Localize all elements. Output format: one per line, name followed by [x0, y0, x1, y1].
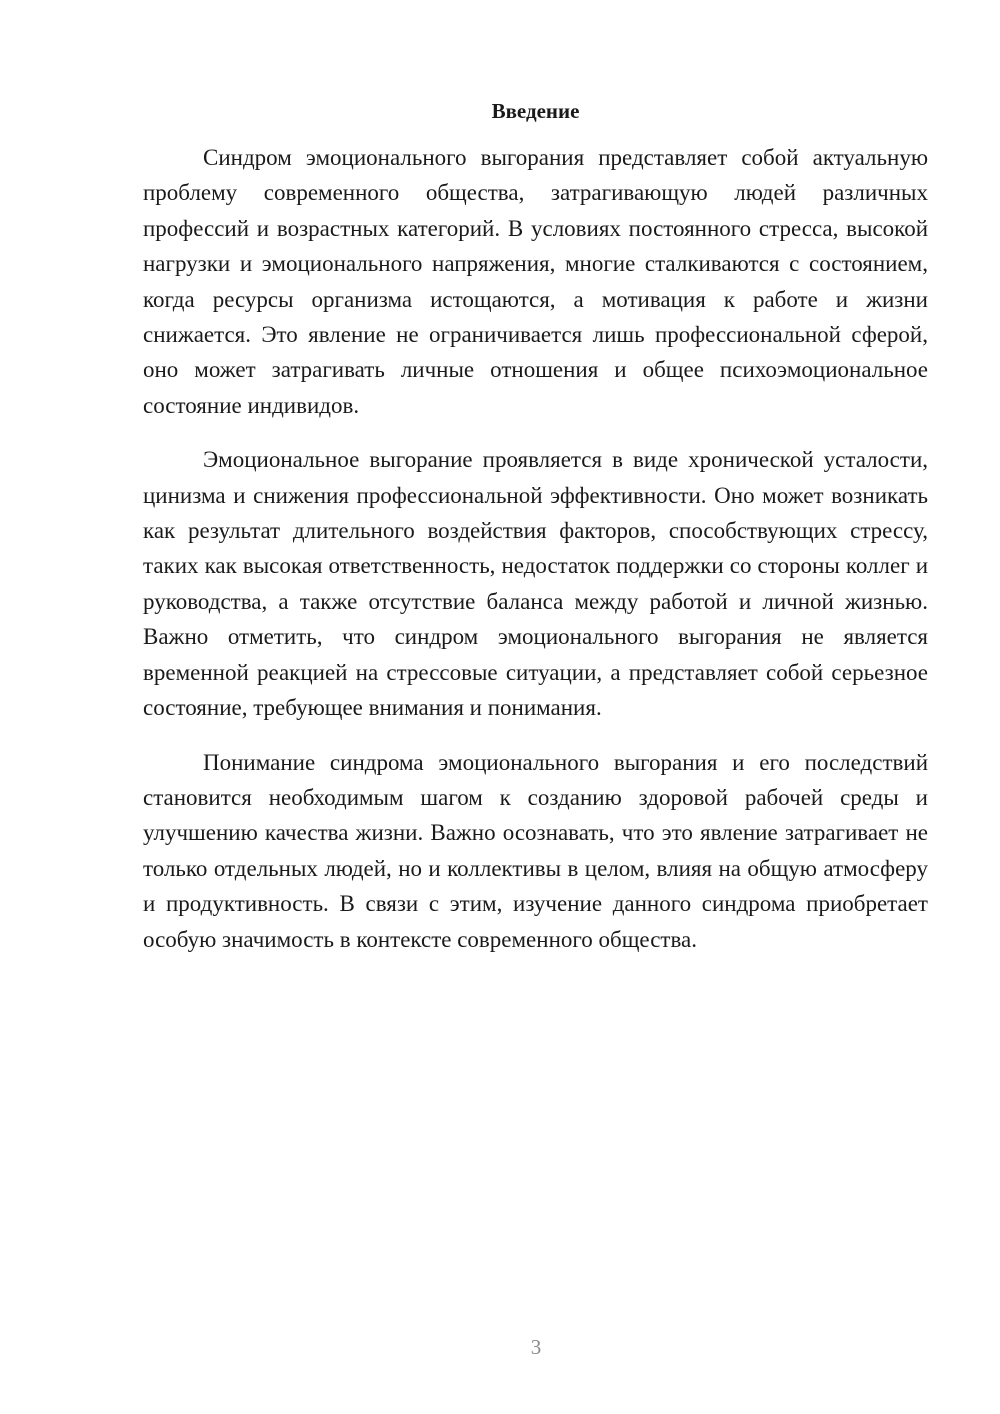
page-number: 3 — [530, 1335, 542, 1359]
paragraph-2: Эмоциональное выгорание проявляется в виде хронической усталости, цинизма и снижения профессиональной эффективности. Оно может возникать как результат длительного воздействия факторов, способствующих стрессу, таких как высокая ответственность, недостаток поддержки со стороны коллег и руководства, а также отсутствие баланса между работой и личной жизнью. Важно отметить, что синдром эмоционального выгорания не является временной реакцией на стрессовые ситуации, а представляет собой серьезное состояние, требующее внимания и понимания. — [143, 447, 928, 721]
section-heading: Введение — [491, 99, 580, 123]
paragraph-1: Синдром эмоционального выгорания представляет собой актуальную проблему современного общества, затрагивающую людей различных профессий и возрастных категорий. В условиях постоянного стресса, высокой нагрузки и эмоционального напряжения, многие сталкиваются с состоянием, когда ресурсы организма истощаются, а мотивация к работе и жизни снижается. Это явление не ограничивается лишь профессиональной сферой, оно может затрагивать личные отношения и общее психоэмоциональное состояние индивидов. — [143, 145, 928, 418]
page-content — [143, 96, 928, 976]
paragraph-3: Понимание синдрома эмоционального выгорания и его последствий становится необходимым шагом к созданию здоровой рабочей среды и улучшению качества жизни. Важно осознавать, что это явление затрагивает не только отдельных людей, но и коллективы в целом, влияя на общую атмосферу и продуктивность. В связи с этим, изучение данного синдрома приобретает особую значимость в контексте современного общества. — [143, 749, 928, 952]
